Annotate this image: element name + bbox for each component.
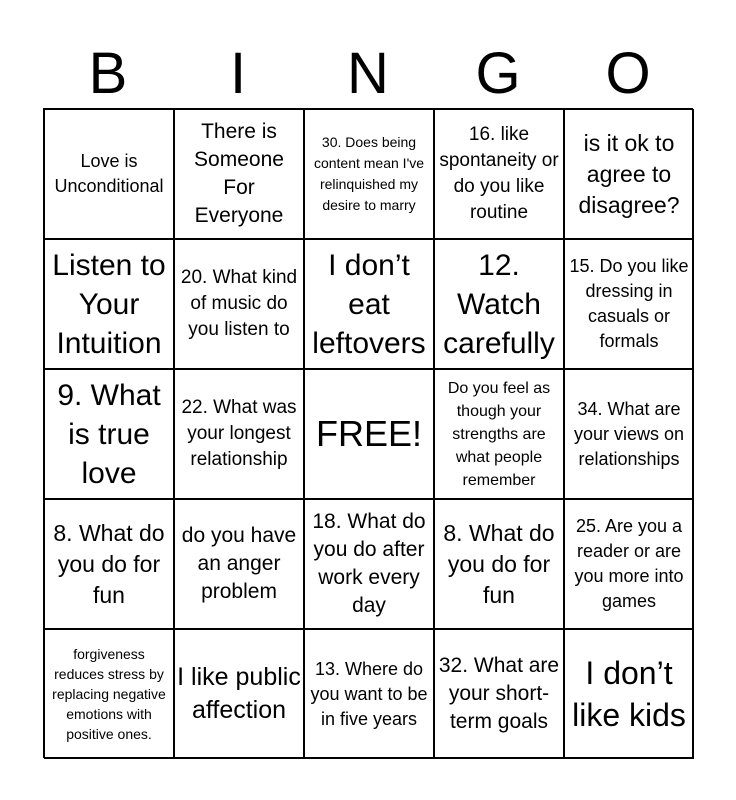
- bingo-cell-r2c1[interactable]: [44, 239, 174, 369]
- bingo-cell-r4c2[interactable]: [174, 499, 304, 629]
- bingo-cell-r4c4[interactable]: [434, 499, 564, 629]
- cell-text: forgiveness reduces stress by replacing negative emotions with positive ones.: [52, 646, 166, 742]
- bingo-cell-r5c4[interactable]: [434, 629, 564, 759]
- cell-text: There is Someone For Everyone: [194, 120, 284, 227]
- cell-text: 13. Where do you want to be in five years: [310, 658, 428, 729]
- cell-text: is it ok to agree to disagree?: [578, 129, 680, 218]
- header-letter-n: N: [347, 41, 389, 106]
- bingo-cell-r2c5[interactable]: [564, 239, 694, 369]
- bingo-cell-r5c2[interactable]: [174, 629, 304, 759]
- cell-text: 18. What do you do after work every day: [312, 510, 426, 617]
- bingo-cell-r5c1[interactable]: [44, 629, 174, 759]
- bingo-cell-r1c1[interactable]: [44, 109, 174, 239]
- header-letter-o: O: [605, 41, 651, 106]
- bingo-board: [43, 108, 693, 758]
- bingo-cell-r5c5[interactable]: [564, 629, 694, 759]
- cell-text: 8. What do you do for fun: [443, 519, 555, 608]
- bingo-cell-r4c3[interactable]: [304, 499, 434, 629]
- bingo-cell-r1c5[interactable]: [564, 109, 694, 239]
- bingo-cell-r4c5[interactable]: [564, 499, 694, 629]
- bingo-cell-r3c2[interactable]: [174, 369, 304, 499]
- cell-text: 25. Are you a reader or are you more into games: [574, 516, 684, 611]
- cell-text: 32. What are your short-term goals: [438, 654, 560, 733]
- cell-text: 16. like spontaneity or do you like routine: [439, 124, 559, 223]
- bingo-cell-r1c4[interactable]: [434, 109, 564, 239]
- bingo-cell-r4c1[interactable]: [44, 499, 174, 629]
- cell-text: Love is Unconditional: [54, 151, 164, 196]
- cell-text: I like public affection: [177, 663, 301, 724]
- bingo-cell-r2c2[interactable]: [174, 239, 304, 369]
- bingo-cell-r3c1[interactable]: [44, 369, 174, 499]
- cell-text: I don’t like kids: [572, 655, 686, 733]
- bingo-cell-r1c3[interactable]: [304, 109, 434, 239]
- bingo-cell-r3c4[interactable]: [434, 369, 564, 499]
- cell-text: Listen to Your Intuition: [52, 248, 166, 360]
- header-letter-b: B: [88, 41, 128, 106]
- cell-text: Do you feel as though your strengths are what people remember: [447, 379, 551, 489]
- bingo-cell-r5c3[interactable]: [304, 629, 434, 759]
- cell-text: I don’t eat leftovers: [312, 248, 426, 360]
- cell-text: 34. What are your views on relationships: [573, 398, 685, 469]
- header-letter-g: G: [475, 41, 521, 106]
- bingo-cell-r1c2[interactable]: [174, 109, 304, 239]
- bingo-cell-r3c5[interactable]: [564, 369, 694, 499]
- cell-text: 8. What do you do for fun: [53, 519, 165, 608]
- cell-text: 15. Do you like dressing in casuals or formals: [569, 256, 689, 351]
- bingo-cell-r2c3[interactable]: [304, 239, 434, 369]
- cell-text: 30. Does being content mean I've relinquished my desire to marry: [313, 134, 425, 213]
- bingo-cell-r2c4[interactable]: [434, 239, 564, 369]
- cell-text: 20. What kind of music do you listen to: [180, 267, 298, 340]
- cell-text: 9. What is true love: [57, 378, 161, 490]
- header-letter-i: I: [229, 41, 247, 106]
- bingo-header: [43, 40, 693, 108]
- cell-text: 22. What was your longest relationship: [181, 397, 297, 470]
- free-space-text: FREE!: [315, 413, 422, 454]
- cell-text: do you have an anger problem: [181, 524, 297, 603]
- cell-text: 12. Watch carefully: [443, 248, 555, 360]
- bingo-cell-free[interactable]: [304, 369, 434, 499]
